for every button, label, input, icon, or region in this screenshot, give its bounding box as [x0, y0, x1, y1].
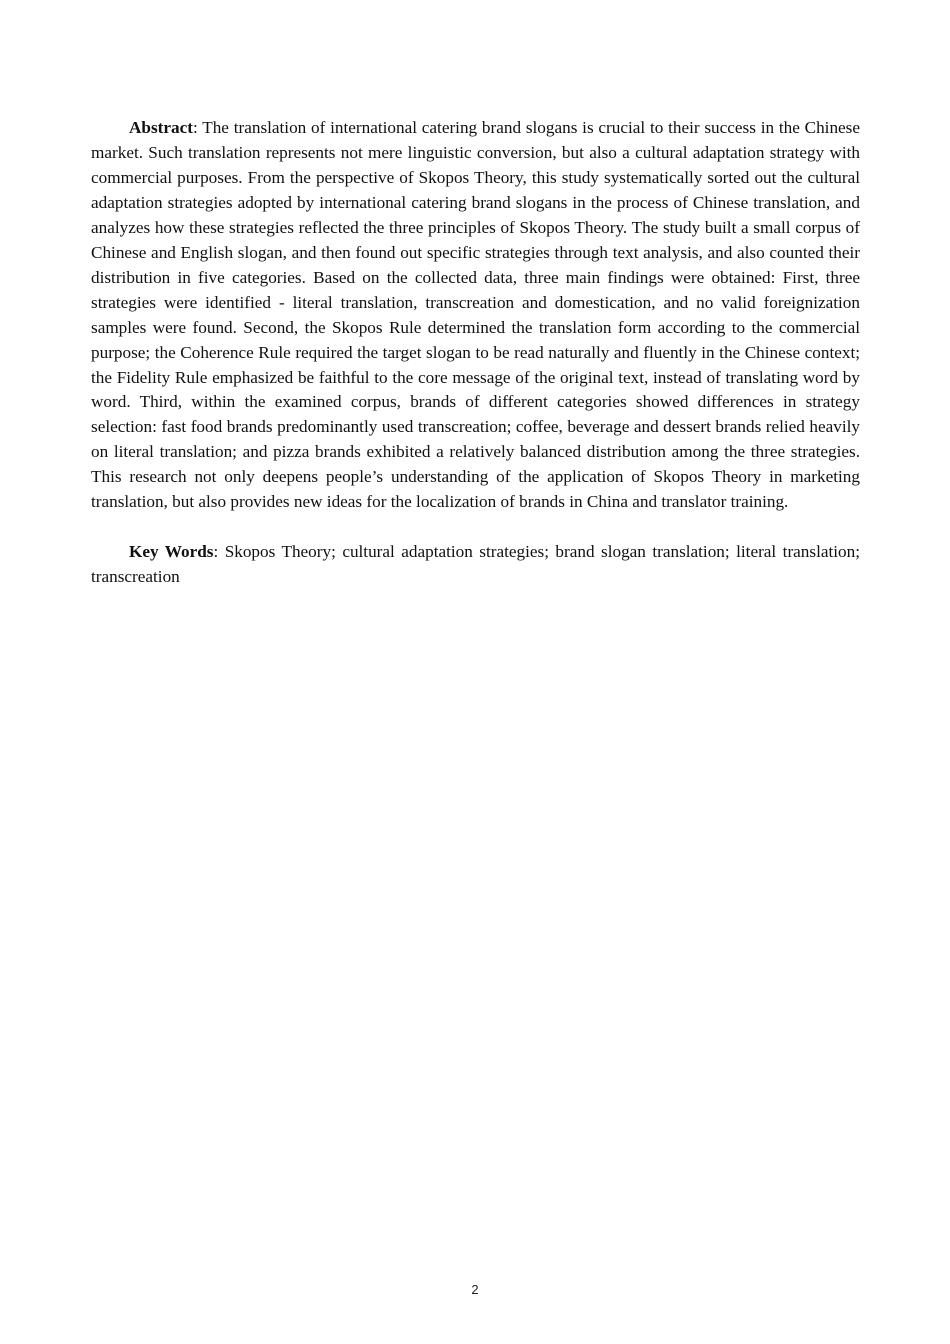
- abstract-section: [91, 116, 860, 590]
- abstract-paragraph: [91, 116, 860, 515]
- keywords-text: Skopos Theory; cultural adaptation strategies; brand slogan translation; literal translation; transcreation: [91, 542, 860, 587]
- abstract-label: Abstract: [129, 118, 193, 137]
- keywords-separator: :: [213, 542, 225, 562]
- keywords-label: Key Words: [129, 542, 214, 562]
- abstract-separator: :: [192, 118, 203, 137]
- page-number: 2: [471, 1282, 479, 1297]
- abstract-text: The translation of international catering brand slogans is crucial to their success in the Chinese market. Such translation represents not mere linguistic conversion, but also a cultural adaptation strategy with commercial purposes. From the perspective of Skopos Theory, this study systematically sorted out the cultural adaptation strategies adopted by international catering brand slogans in the process of Chinese translation, and analyzes how these strategies reflected the three principles of Skopos Theory. The study built a small corpus of Chinese and English slogan, and then found out specific strategies through text analysis, and also counted their distribution in five categories. Based on the collected data, three main findings were obtained: First, three strategies were identified - literal translation, transcreation and domestication, and no valid foreignization samples were found. Second, the Skopos Rule determined the translation form according to the commercial purpose; the Coherence Rule required the target slogan to be read naturally and fluently in the Chinese context; the Fidelity Rule emphasized be faithful to the core message of the original text, instead of translating word by word. Third, within the examined corpus, brands of different categories showed differences in strategy selection: fast food brands predominantly used transcreation; coffee, beverage and dessert brands relied heavily on literal translation; and pizza brands exhibited a relatively balanced distribution among the three strategies. This research not only deepens people’s understanding of the application of Skopos Theory in marketing translation, but also provides new ideas for the localization of brands in China and translator training.: [91, 118, 860, 512]
- keywords-paragraph: [91, 540, 860, 590]
